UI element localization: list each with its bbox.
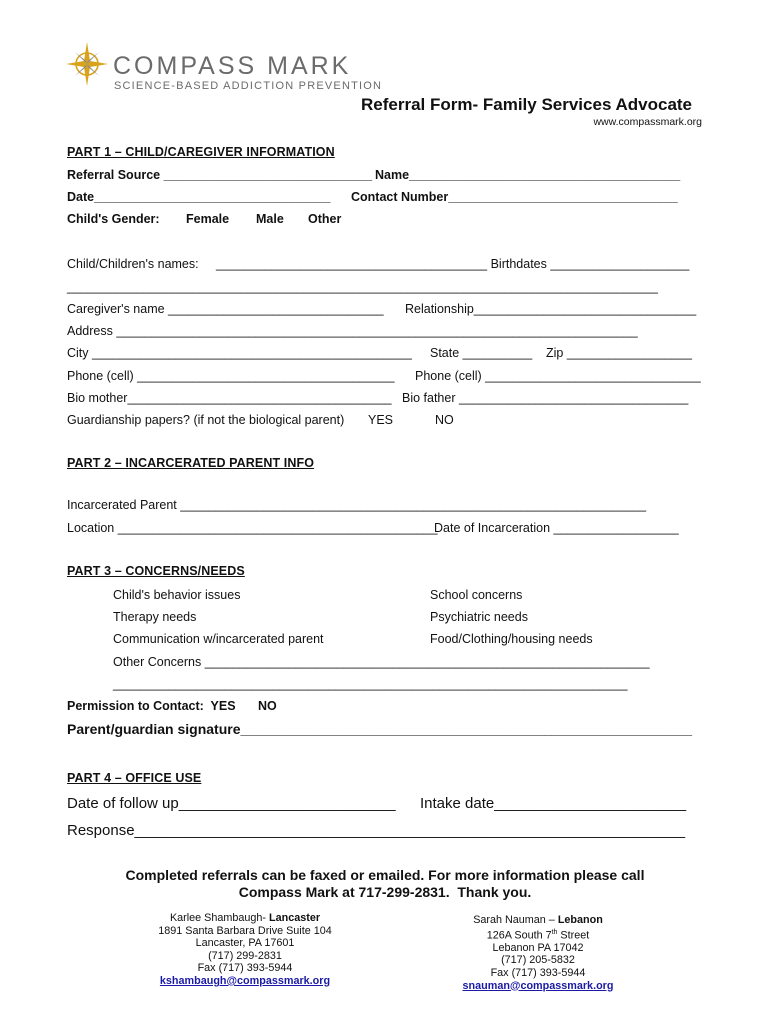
food-clothing-option[interactable]: Food/Clothing/housing needs [430,632,593,646]
state-field[interactable]: State __________ [430,346,533,360]
city-field[interactable]: City ______________________________________________ [67,346,412,360]
guardianship-label: Guardianship papers? (if not the biological parent) [67,413,345,427]
lancaster-contact-name-line [140,912,350,925]
location-field[interactable]: Location ______________________________________________ [67,521,438,535]
lancaster-contact-name: Karlee Shambaugh- [169,912,270,924]
permission-to-contact-yes[interactable]: Permission to Contact: YES [67,699,236,713]
gender-other-option[interactable]: Other [308,212,342,226]
gender-female-option[interactable]: Female [186,212,230,226]
lancaster-phone: (717) 299-2831 [208,949,282,962]
therapy-needs-option[interactable]: Therapy needs [113,610,197,624]
intake-date-field[interactable]: Intake date_______________________ [420,795,687,812]
compass-star-icon [66,42,108,86]
lebanon-address2: Lebanon PA 17042 [492,941,584,954]
permission-to-contact-no[interactable]: NO [258,699,277,713]
relationship-field[interactable]: Relationship________________________________ [405,302,697,316]
name-field[interactable]: Name_______________________________________ [375,168,681,182]
psychiatric-needs-option[interactable]: Psychiatric needs [430,610,528,624]
date-field[interactable]: Date__________________________________ [67,190,331,204]
lebanon-contact-name-line [433,914,643,927]
lebanon-office: Lebanon [557,914,603,926]
bio-father-field[interactable]: Bio father _________________________________ [402,391,689,405]
date-of-follow-up-field[interactable]: Date of follow up__________________________ [67,795,396,812]
website-link[interactable]: www.compassmark.org [593,116,702,128]
caregiver-name-field[interactable]: Caregiver's name _______________________________ [67,302,384,316]
communication-option[interactable]: Communication w/incarcerated parent [113,632,324,646]
incarcerated-parent-field[interactable]: Incarcerated Parent ___________________________________________________________________ [67,498,647,512]
address-field[interactable]: Address ___________________________________________________________________________ [67,324,638,338]
lancaster-fax: Fax (717) 393-5944 [197,962,293,975]
lancaster-address1: 1891 Santa Barbara Drive Suite 104 [158,924,332,937]
lancaster-office: Lancaster [269,912,321,924]
school-concerns-option[interactable]: School concerns [430,588,523,602]
lebanon-address1-sup: th [551,928,558,936]
lebanon-contact [433,914,643,992]
guardianship-no-option[interactable]: NO [435,413,454,427]
children-names-birthdates-field[interactable]: _______________________________________ Birthdates ____________________ [216,257,690,271]
lebanon-fax: Fax (717) 393-5944 [490,966,586,979]
logo-tagline: SCIENCE-BASED ADDICTION PREVENTION [114,80,383,92]
gender-male-option[interactable]: Male [256,212,284,226]
phone-cell-field-1[interactable]: Phone (cell) _____________________________________ [67,369,395,383]
part3-heading: PART 3 – CONCERNS/NEEDS [67,564,245,578]
lebanon-address1-b: Street [557,929,590,942]
lancaster-email-link[interactable]: kshambaugh@compassmark.org [159,974,331,987]
lebanon-address1 [433,927,643,942]
lebanon-address1-a: 126A South 7 [486,929,552,942]
footer-note-line1: Completed referrals can be faxed or emailed. For more information please call [125,867,645,883]
childs-gender-label: Child's Gender: [67,212,160,226]
children-names-extra-line[interactable]: _____________________________________________________________________________________ [67,280,658,294]
phone-cell-field-2[interactable]: Phone (cell) _______________________________ [415,369,701,383]
other-concerns-extra-line[interactable]: __________________________________________________________________________ [113,677,628,691]
signature-field[interactable]: Parent/guardian signature__________________________________________________________ [67,721,693,737]
children-names-label: Child/Children's names: [67,257,199,271]
other-concerns-field[interactable]: Other Concerns ________________________________________________________________ [113,655,650,669]
part2-heading: PART 2 – INCARCERATED PARENT INFO [67,456,315,470]
guardianship-yes-option[interactable]: YES [368,413,394,427]
date-of-incarceration-field[interactable]: Date of Incarceration __________________ [434,521,679,535]
part1-heading: PART 1 – CHILD/CAREGIVER INFORMATION [67,145,335,159]
contact-number-field[interactable]: Contact Number_________________________________ [351,190,678,204]
part4-heading: PART 4 – OFFICE USE [67,771,202,785]
zip-field[interactable]: Zip __________________ [546,346,692,360]
bio-mother-field[interactable]: Bio mother______________________________________ [67,391,392,405]
logo-name: COMPASS MARK [113,52,352,80]
form-title: Referral Form- Family Services Advocate [361,95,693,114]
lebanon-contact-name: Sarah Nauman – [473,914,558,926]
lancaster-contact [140,912,350,988]
lancaster-address2: Lancaster, PA 17601 [195,937,295,950]
response-field[interactable]: Response__________________________________________________________________ [67,822,686,839]
footer-note-line2: Compass Mark at 717-299-2831. Thank you. [238,884,532,900]
lebanon-email-link[interactable]: snauman@compassmark.org [462,979,614,992]
childs-behavior-option[interactable]: Child's behavior issues [113,588,241,602]
referral-source-field[interactable]: Referral Source ______________________________ [67,168,373,182]
lebanon-phone: (717) 205-5832 [501,954,575,967]
